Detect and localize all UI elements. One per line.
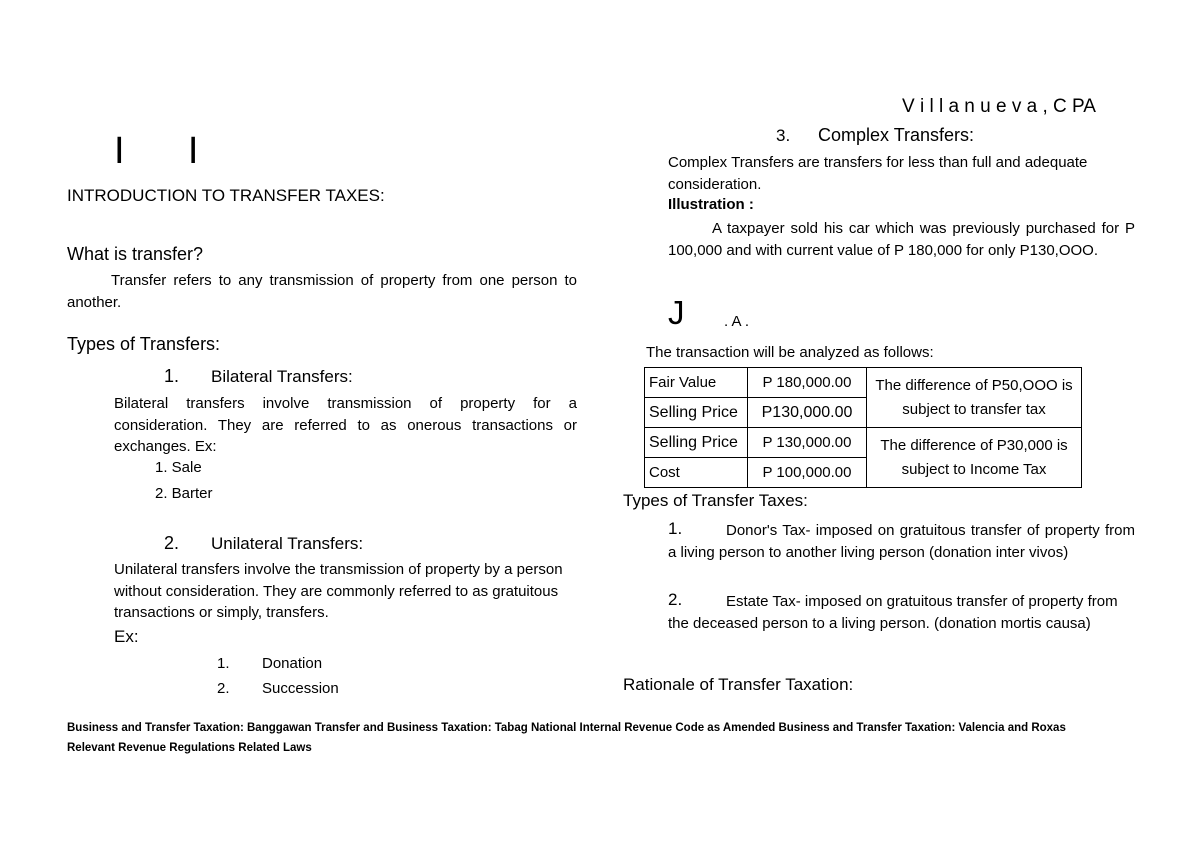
table-note: The difference of P50,OOO is subject to transfer tax: [867, 368, 1082, 428]
complex-heading: Complex Transfers:: [818, 125, 975, 145]
table-cell-label: Cost: [645, 458, 748, 488]
bilateral-number: 1.: [164, 366, 180, 386]
unilateral-text: Unilateral transfers involve the transmission of property by a person without consideration. They are commonly referred to as gratuitous transactions or simply, transfers.: [114, 561, 563, 621]
unilateral-number: 2.: [164, 533, 180, 553]
tax-2-number: 2.: [668, 590, 683, 609]
initial-suffix: . A .: [724, 313, 750, 330]
complex-text: Complex Transfers are transfers for less than full and adequate consideration.: [668, 154, 1088, 193]
bilateral-text: Bilateral transfers involve transmission of property for a consideration. They are referred to as onerous transactions or exchanges. Ex:: [114, 395, 577, 455]
table-cell-value: P 130,000.00: [748, 428, 867, 458]
table-cell-value: P 180,000.00: [748, 368, 867, 398]
rationale-heading: Rationale of Transfer Taxation:: [623, 675, 854, 694]
table-intro: The transaction will be analyzed as follows:: [646, 344, 934, 361]
table-cell-value: P130,000.00: [748, 398, 867, 428]
footer-references-line-1: Business and Transfer Taxation: Banggawan Transfer and Business Taxation: Tabag National Internal Revenue Code as Amended Business and Transfer Taxation: Valencia and Roxas: [67, 722, 1066, 734]
tax-1-number: 1.: [668, 519, 683, 538]
bilateral-example-2: 2. Barter: [155, 485, 213, 502]
unilateral-heading: Unilateral Transfers:: [211, 534, 364, 553]
unilateral-example-1-number: 1.: [217, 655, 230, 672]
table-cell-label: Fair Value: [645, 368, 748, 398]
unilateral-ex-label: Ex:: [114, 627, 139, 646]
unilateral-example-2-number: 2.: [217, 680, 230, 697]
table-row: [645, 368, 1082, 398]
table-cell-label: Selling Price: [645, 398, 748, 428]
types-heading: Types of Transfers:: [67, 334, 221, 354]
bilateral-example-1: 1. Sale: [155, 459, 202, 476]
tax-1-text: Donor's Tax- imposed on gratuitous transfer of property from a living person to another living person (donation inter vivos): [668, 522, 1135, 561]
what-text: Transfer refers to any transmission of property from one person to another.: [67, 272, 577, 311]
page-title: INTRODUCTION TO TRANSFER TAXES:: [67, 186, 385, 205]
what-heading: What is transfer?: [67, 244, 204, 264]
taxes-heading: Types of Transfer Taxes:: [623, 491, 808, 510]
illustration-label: Illustration :: [668, 196, 754, 213]
table-cell-value: P 100,000.00: [748, 458, 867, 488]
initial-letter: J: [668, 294, 685, 331]
footer-references-line-2: Relevant Revenue Regulations Related Laws: [67, 742, 312, 754]
illustration-text: A taxpayer sold his car which was previously purchased for P 100,000 and with current value of P 180,000 for only P130,OOO.: [668, 220, 1135, 259]
unilateral-example-1: Donation: [262, 655, 323, 672]
transaction-table: [644, 367, 1082, 488]
table-cell-label: Selling Price: [645, 428, 748, 458]
table-note: The difference of P30,000 is subject to Income Tax: [867, 428, 1082, 488]
tax-2-text: Estate Tax- imposed on gratuitous transfer of property from the deceased person to a living person. (donation mortis causa): [668, 593, 1118, 632]
roman-numeral: I I: [114, 130, 199, 172]
complex-number: 3.: [776, 126, 791, 145]
unilateral-example-2: Succession: [262, 680, 339, 697]
author-name: V i l l a n u e v a , C PA: [902, 96, 1096, 117]
bilateral-heading: Bilateral Transfers:: [211, 367, 353, 386]
table-row: [645, 428, 1082, 458]
